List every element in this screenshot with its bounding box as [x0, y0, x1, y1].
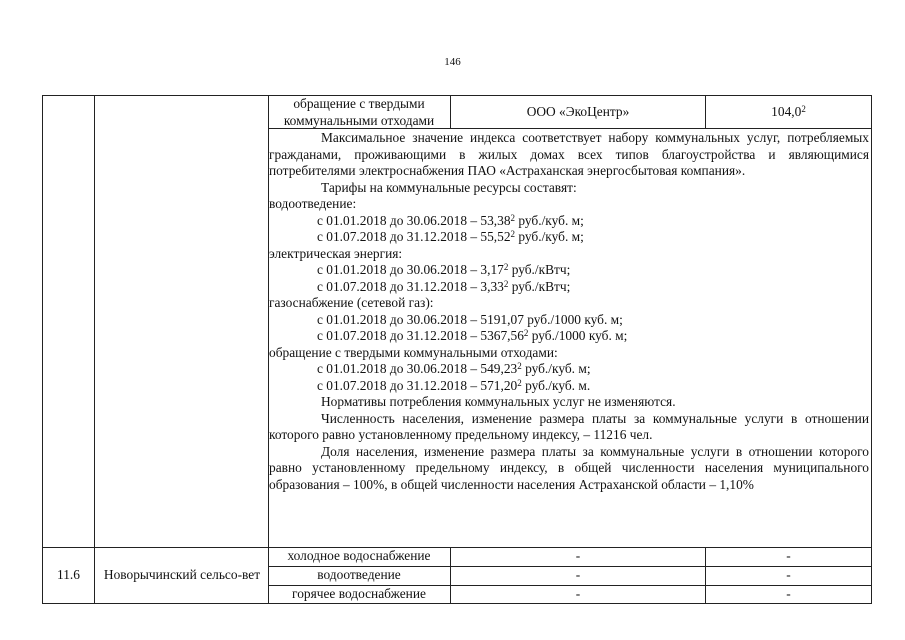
tariff-group-name: электрическая энергия: [269, 245, 403, 261]
description-block [269, 130, 869, 493]
tariff-group-name: водоотведение: [269, 196, 357, 211]
tariff-line: с 01.07.2018 до 31.12.2018 – 55,52$^2$ руб./куб. м; [317, 229, 584, 244]
service-cell: обращение с твердыми коммунальными отходами [283, 96, 435, 128]
service-name: водоотведение [317, 567, 401, 582]
tariff-line: с 01.07.2018 до 31.12.2018 – 5367,56$^2$ руб./1000 куб. м; [317, 328, 628, 343]
tariffs-heading: Тарифы на коммунальные ресурсы составят: [321, 179, 577, 195]
service-value: - [786, 548, 791, 563]
tariff-line: с 01.07.2018 до 31.12.2018 – 3,33$^2$ руб./кВтч; [317, 278, 571, 294]
service-org: - [575, 567, 581, 582]
population-text: Численность населения, изменение размера платы за коммунальные услуги в отношении которого равно установленному предельному индексу, – 11216 чел. [269, 410, 869, 442]
share-text: Доля населения, изменение размера платы за коммунальные услуги в отношении которого равно установленному предельному индексу, в общей численности населения муниципального образования – 100%, в общей численности населения Астраханской области – 1,10% [269, 443, 869, 492]
index-footnote: 2 [801, 104, 806, 114]
service-name: холодное водоснабжение [287, 548, 431, 563]
tariff-line: с 01.07.2018 до 31.12.2018 – 571,20$^2$ руб./куб. м. [317, 377, 591, 393]
service-value: - [786, 586, 791, 601]
page-number: 146 [444, 56, 461, 68]
index-value: 104,0 [771, 104, 802, 119]
service-org: - [575, 586, 581, 601]
tariff-group-name: газоснабжение (сетевой газ): [269, 295, 434, 310]
tariff-line: с 01.01.2018 до 30.06.2018 – 3,17$^2$ руб./кВтч; [317, 262, 571, 277]
index-value-cell [707, 104, 870, 121]
tariff-line: с 01.01.2018 до 30.06.2018 – 5191,07 руб./1000 куб. м; [317, 311, 623, 327]
tariff-line: с 01.01.2018 до 30.06.2018 – 53,38$^2$ руб./куб. м; [317, 212, 584, 228]
service-org: - [575, 548, 581, 563]
row-number: 11.6 [57, 567, 80, 582]
index-description: Максимальное значение индекса соответствует набору коммунальных услуг, потребляемых гражданами, проживающими в жилых домах всех типов благоустройства и являющимися потребителями электроснабжения ПАО «Астраханская энергосбытовая компания». [269, 130, 869, 178]
service-value: - [786, 567, 791, 582]
organization-cell: ООО «ЭкоЦентр» [526, 104, 630, 119]
tariff-line: с 01.01.2018 до 30.06.2018 – 549,23$^2$ руб./куб. м; [317, 361, 591, 376]
municipality-name: Новорычинский сельсо-вет [103, 567, 261, 582]
service-name: горячее водоснабжение [292, 586, 426, 601]
tariff-group-name: обращение с твердыми коммунальными отходами: [269, 344, 558, 360]
norms-text: Нормативы потребления коммунальных услуг не изменяются. [321, 394, 676, 409]
